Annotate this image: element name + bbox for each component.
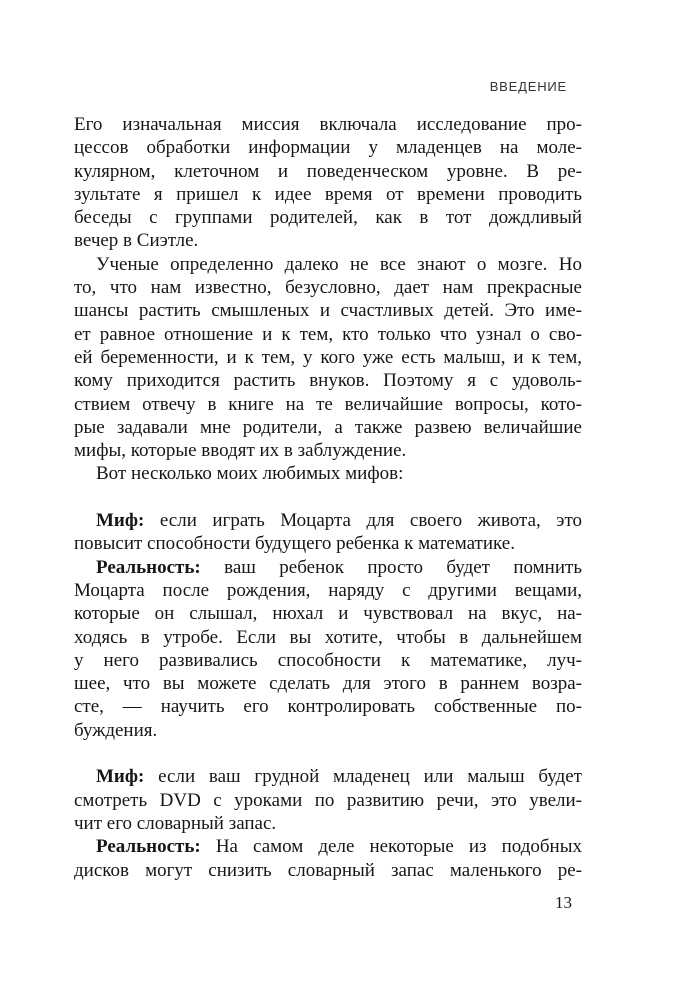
text-line — [74, 812, 582, 835]
text-segment: которые он слышал, нюхал и чувствовал на вкус, на- — [74, 603, 582, 625]
text-segment: сте, — научить его контролировать собственные по- — [74, 696, 582, 718]
text-segment: Его изначальная миссия включала исследование про- — [74, 114, 582, 135]
text-line — [74, 299, 582, 322]
text-segment: ходясь в утробе. Если вы хотите, чтобы в дальнейшем — [74, 626, 582, 648]
text-line — [74, 532, 582, 555]
text-segment: то, что нам известно, безусловно, дает нам прекрасные — [74, 277, 582, 299]
bold-lead-word: Миф: — [96, 510, 145, 532]
text-segment: рые задавали мне родители, а также развею величайшие — [74, 416, 582, 438]
text-line — [74, 323, 582, 346]
text-line — [74, 509, 582, 532]
text-segment: чит его словарный запас. — [74, 812, 277, 834]
text-segment: смотреть DVD с уроками по развитию речи, это увели- — [74, 789, 582, 811]
text-line — [74, 695, 582, 718]
text-segment: ствием отвечу в книге на те величайшие вопросы, кото- — [74, 393, 582, 415]
text-line — [74, 859, 582, 882]
text-line — [74, 369, 582, 392]
page-number: 13 — [555, 893, 572, 912]
running-header: ВВЕДЕНИЕ — [489, 79, 567, 94]
text-segment: цессов обработки информации у младенцев на моле- — [74, 137, 582, 159]
text-segment: буждения. — [74, 719, 158, 741]
text-line — [74, 462, 582, 485]
text-segment: кому приходится растить внуков. Поэтому я с удоволь- — [74, 370, 582, 392]
text-segment: у него развивались способности к математике, луч- — [74, 649, 582, 671]
text-segment: если играть Моцарта для своего живота, это — [144, 510, 582, 532]
text-line — [74, 719, 582, 742]
text-segment: шее, что вы можете сделать для этого в раннем возра- — [74, 673, 582, 695]
text-line — [74, 672, 582, 695]
text-segment: зультате я пришел к идее время от времени проводить — [74, 183, 582, 205]
text-line — [74, 416, 582, 439]
text-line — [74, 136, 582, 159]
bold-lead-word: Реальность: — [96, 836, 201, 858]
text-segment: дисков могут снизить словарный запас маленького ре- — [74, 859, 582, 881]
text-line — [74, 439, 582, 462]
bold-lead-word: Миф: — [96, 766, 145, 788]
text-segment: ваш ребенок просто будет помнить — [200, 556, 582, 578]
text-line — [74, 649, 582, 672]
text-segment: Вот несколько моих любимых мифов: — [96, 463, 404, 485]
text-line — [74, 556, 582, 579]
text-line — [74, 835, 582, 858]
text-line — [74, 393, 582, 416]
text-line — [74, 113, 582, 136]
text-segment: На самом деле некоторые из подобных — [200, 836, 582, 858]
blank-line — [74, 742, 582, 765]
text-line — [74, 183, 582, 206]
text-line — [74, 789, 582, 812]
text-segment: вечер в Сиэтле. — [74, 230, 199, 252]
text-line — [74, 765, 582, 788]
text-line — [74, 206, 582, 229]
text-line — [74, 276, 582, 299]
blank-line — [74, 486, 582, 509]
bold-lead-word: Реальность: — [96, 556, 201, 578]
text-line — [74, 602, 582, 625]
text-segment: мифы, которые вводят их в заблуждение. — [74, 440, 407, 462]
text-segment: Ученые определенно далеко не все знают о мозге. Но — [96, 253, 582, 275]
page-body-text — [74, 113, 582, 882]
text-segment: кулярном, клеточном и поведенческом уровне. В ре- — [74, 160, 582, 182]
text-line — [74, 160, 582, 183]
text-line — [74, 346, 582, 369]
text-segment: ет равное отношение и к тем, кто только что узнал о сво- — [74, 323, 582, 345]
text-segment: ей беременности, и к тем, у кого уже есть малыш, и к тем, — [74, 346, 582, 368]
text-line — [74, 253, 582, 276]
text-segment: Моцарта после рождения, наряду с другими вещами, — [74, 579, 582, 601]
text-segment: повысит способности будущего ребенка к математике. — [74, 533, 515, 555]
text-line — [74, 579, 582, 602]
text-line — [74, 229, 582, 252]
text-line — [74, 626, 582, 649]
text-segment: беседы с группами родителей, как в тот дождливый — [74, 207, 582, 229]
text-segment: шансы растить смышленых и счастливых детей. Это име- — [74, 300, 582, 322]
text-segment: если ваш грудной младенец или малыш будет — [144, 766, 582, 788]
